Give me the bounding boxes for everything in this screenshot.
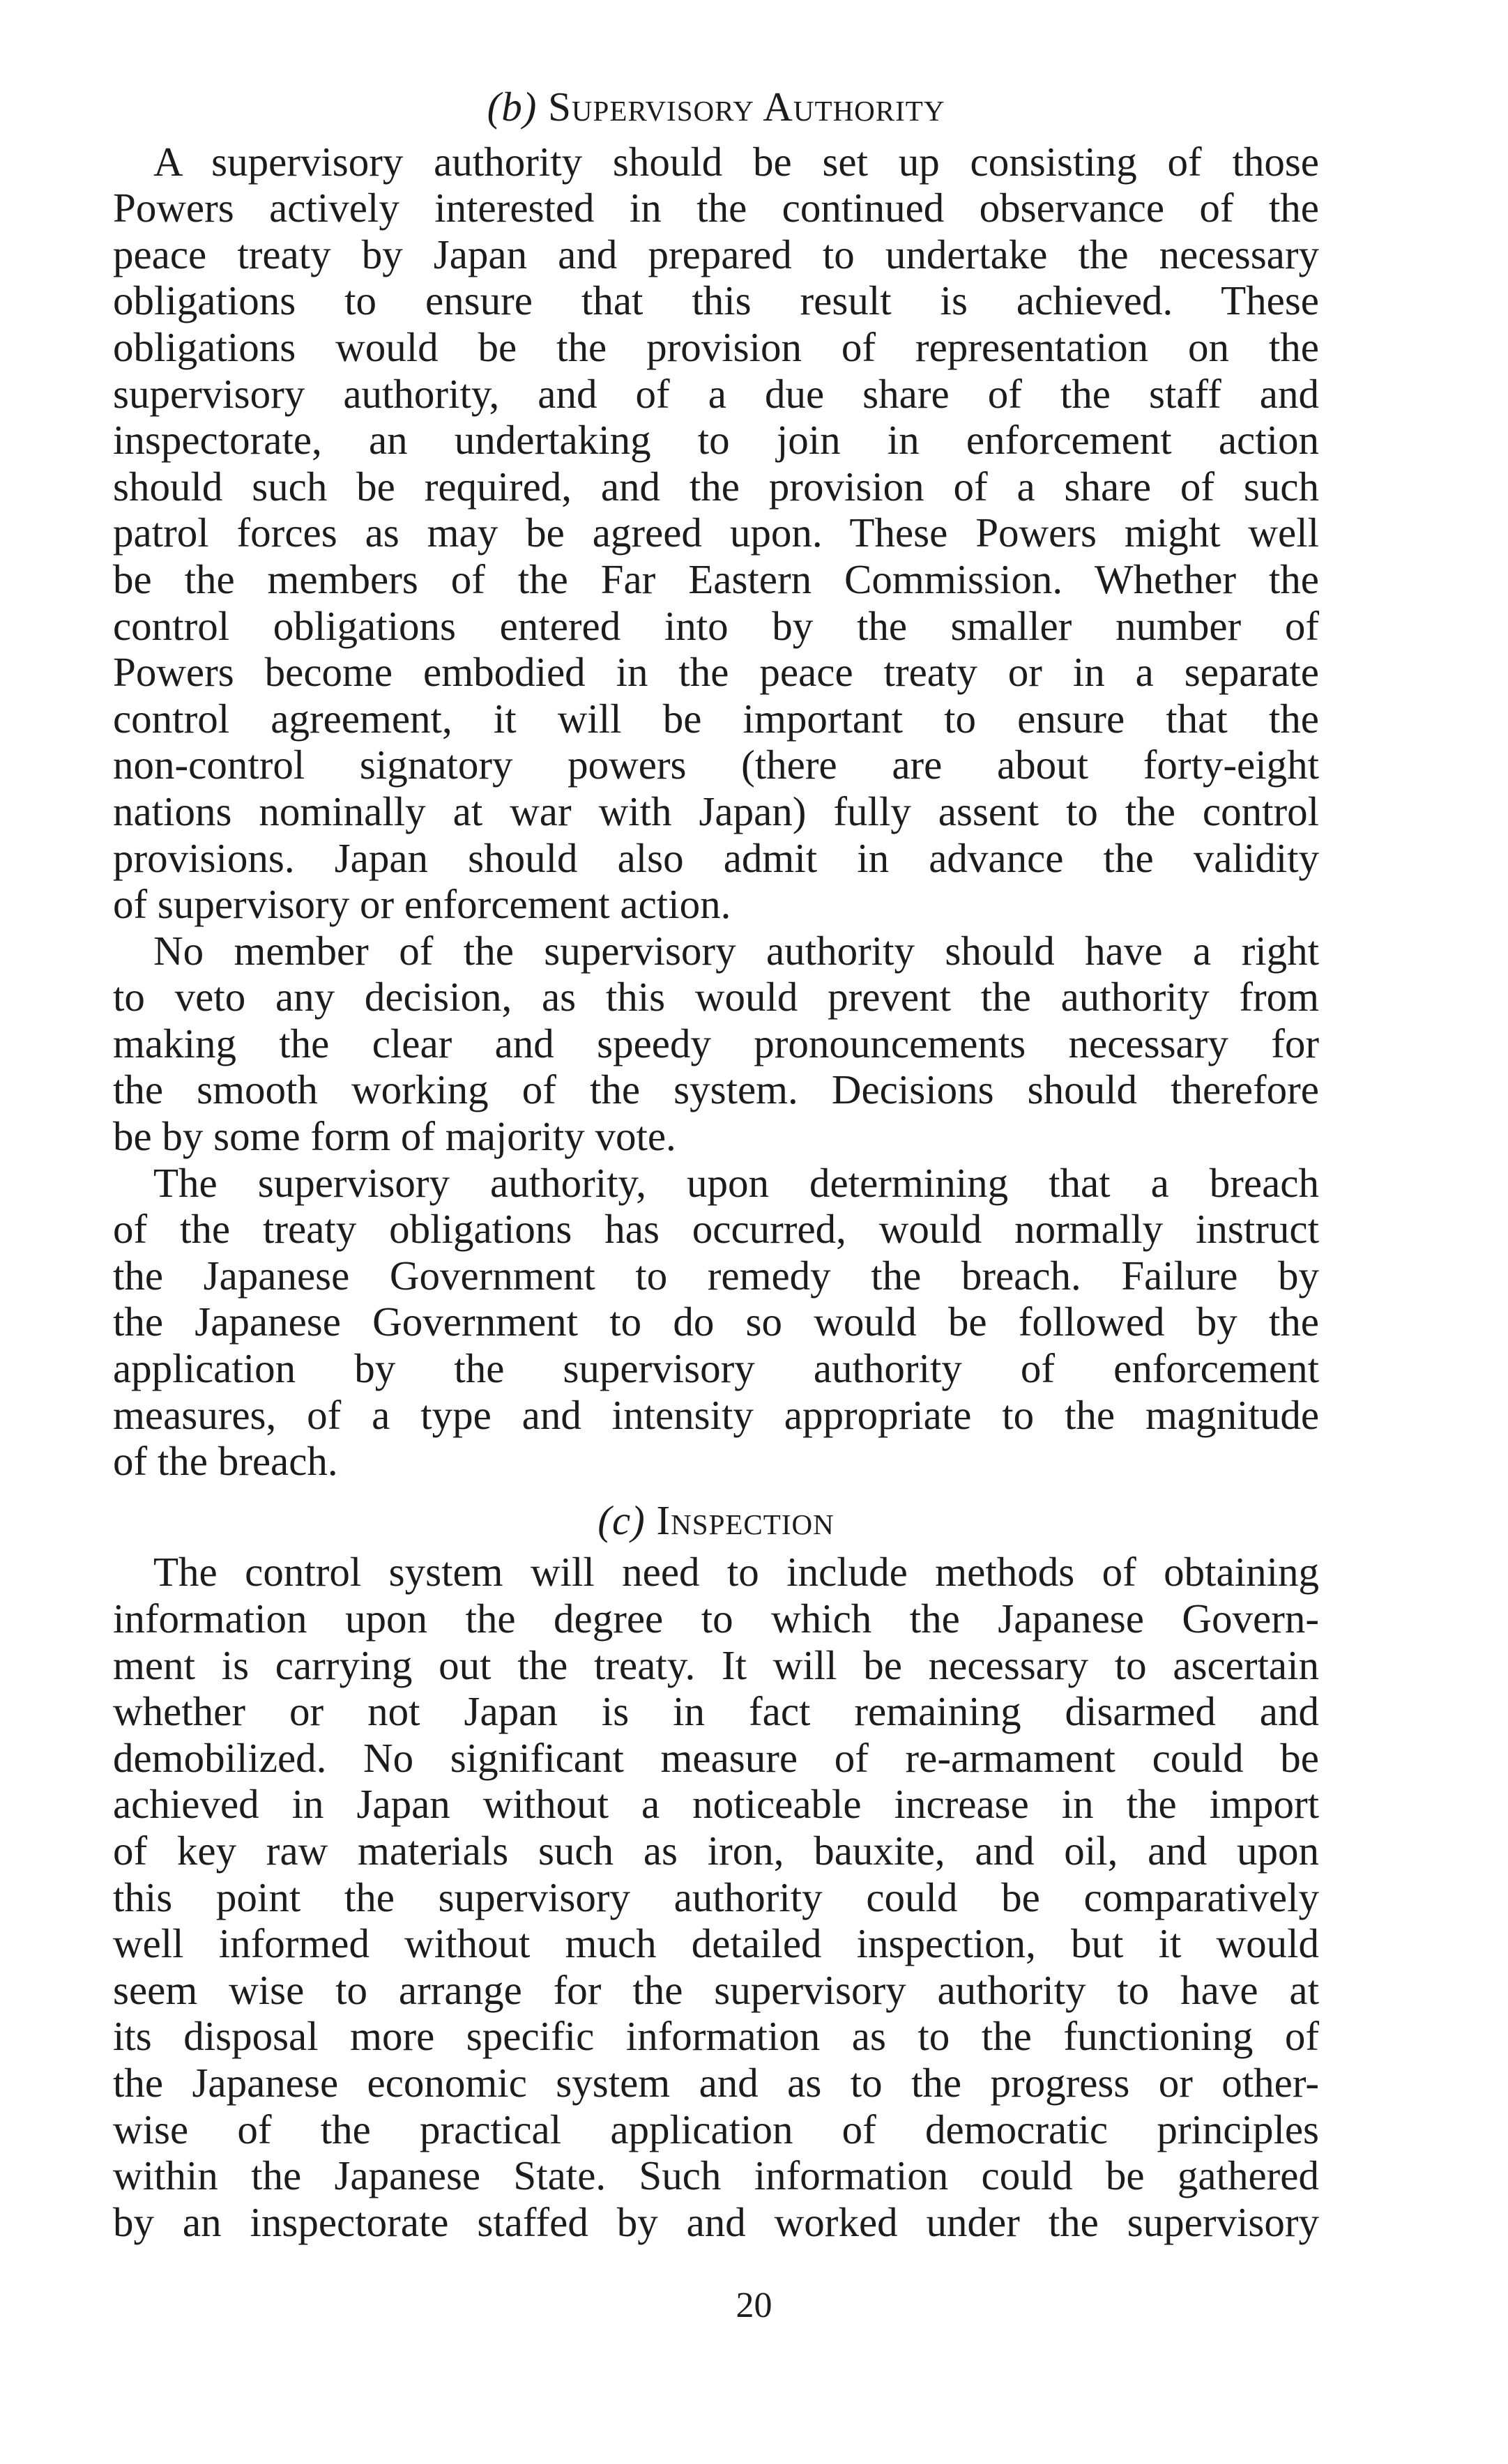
text-line: should such be required, and the provision of a share of such <box>113 463 1319 510</box>
page-body <box>113 84 1319 2245</box>
text-line: control obligations entered into by the smaller number of <box>113 602 1319 649</box>
text-line: The control system will need to include methods of obtaining <box>153 1549 1319 1596</box>
text-line: demobilized. No significant measure of re-armament could be <box>113 1734 1319 1781</box>
text-line: making the clear and speedy pronouncements necessary for <box>113 1020 1319 1066</box>
text-line: whether or not Japan is in fact remaining disarmed and <box>113 1688 1319 1735</box>
text-line: supervisory authority, and of a due share of the staff and <box>113 370 1319 417</box>
text-line: peace treaty by Japan and prepared to undertake the necessary <box>113 231 1319 277</box>
text-line: the Japanese economic system and as to the progress or other- <box>113 2059 1319 2106</box>
paragraph <box>113 1160 1319 1485</box>
paragraph <box>113 1549 1319 2245</box>
text-line: of key raw materials such as iron, bauxite, and oil, and upon <box>113 1827 1319 1874</box>
text-line: Powers become embodied in the peace treaty or in a separate <box>113 649 1319 696</box>
page-number: 20 <box>736 2286 772 2325</box>
section-label: (b) <box>487 84 538 130</box>
text-line: information upon the degree to which the Japanese Govern- <box>113 1596 1319 1642</box>
section-heading <box>113 1497 1319 1544</box>
text-line: application by the supervisory authority of enforcement <box>113 1345 1319 1392</box>
text-line: well informed without much detailed inspection, but it would <box>113 1920 1319 1967</box>
text-line: inspectorate, an undertaking to join in enforcement action <box>113 417 1319 464</box>
text-line: obligations to ensure that this result is achieved. These <box>113 277 1319 324</box>
text-line: the Japanese Government to remedy the breach. Failure by <box>113 1252 1319 1299</box>
text-line: seem wise to arrange for the supervisory authority to have at <box>113 1966 1319 2013</box>
text-line: ment is carrying out the treaty. It will be necessary to ascertain <box>113 1642 1319 1688</box>
text-line: The supervisory authority, upon determining that a breach <box>153 1159 1319 1206</box>
text-line: No member of the supervisory authority should have a right <box>153 927 1319 974</box>
paragraph <box>113 139 1319 928</box>
text-line: A supervisory authority should be set up consisting of those <box>153 138 1319 185</box>
text-line: wise of the practical application of democratic principles <box>113 2106 1319 2152</box>
paragraph <box>113 928 1319 1160</box>
text-line: Powers actively interested in the continued observance of the <box>113 185 1319 231</box>
text-line: of the treaty obligations has occurred, would normally instruct <box>113 1206 1319 1253</box>
text-line: achieved in Japan without a noticeable increase in the import <box>113 1781 1319 1828</box>
text-line: nations nominally at war with Japan) fully assent to the control <box>113 788 1319 834</box>
section-title: Inspection <box>656 1497 835 1543</box>
text-line: the smooth working of the system. Decisions should therefore <box>113 1066 1319 1113</box>
section-heading <box>113 84 1319 130</box>
text-line: obligations would be the provision of representation on the <box>113 323 1319 370</box>
text-line: control agreement, it will be important to ensure that the <box>113 695 1319 742</box>
text-line: be the members of the Far Eastern Commission. Whether the <box>113 556 1319 602</box>
text-line: by an inspectorate staffed by and worked under the supervisory <box>113 2198 1319 2245</box>
text-line: provisions. Japan should also admit in advance the validity <box>113 834 1319 881</box>
text-line: its disposal more specific information as to the functioning of <box>113 2013 1319 2060</box>
text-line: patrol forces as may be agreed upon. These Powers might well <box>113 510 1319 556</box>
section-label: (c) <box>597 1497 646 1543</box>
text-line: the Japanese Government to do so would be followed by the <box>113 1299 1319 1345</box>
text-line: measures, of a type and intensity appropriate to the magnitude <box>113 1391 1319 1438</box>
text-line: to veto any decision, as this would prevent the authority from <box>113 974 1319 1020</box>
text-line: of supervisory or enforcement action. <box>113 881 731 928</box>
text-line: this point the supervisory authority could be comparatively <box>113 1874 1319 1920</box>
text-line: non-control signatory powers (there are about forty-eight <box>113 742 1319 788</box>
section-title: Supervisory Authority <box>548 84 945 130</box>
text-line: of the breach. <box>113 1438 338 1485</box>
text-line: within the Japanese State. Such information could be gathered <box>113 2152 1319 2199</box>
text-line: be by some form of majority vote. <box>113 1113 676 1160</box>
